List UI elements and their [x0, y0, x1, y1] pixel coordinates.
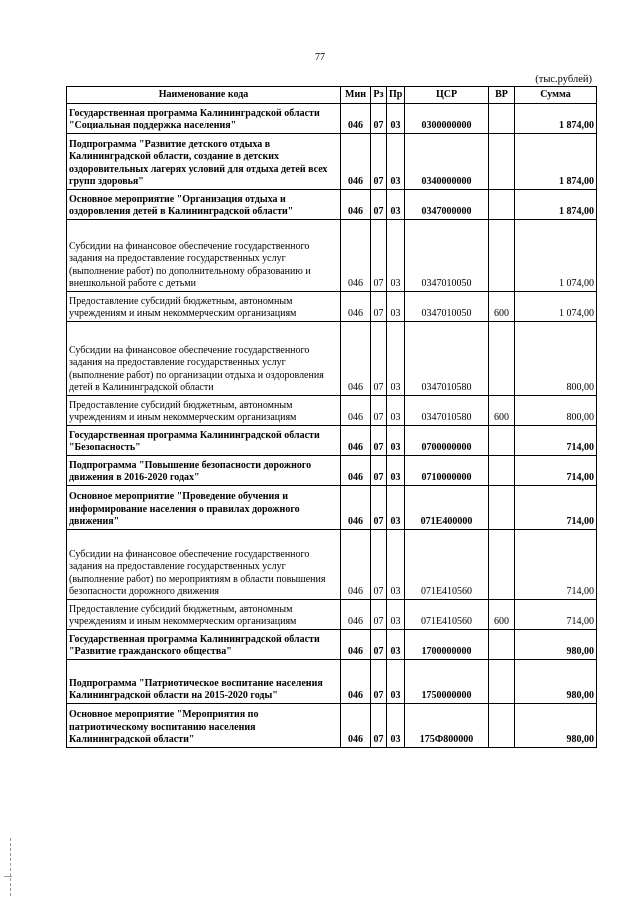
row-rz-cell: 07 — [371, 530, 387, 600]
row-sum-cell: 714,00 — [515, 600, 597, 630]
row-csr-cell: 0700000000 — [405, 426, 489, 456]
table-row — [67, 292, 597, 322]
row-min-cell: 046 — [341, 190, 371, 220]
row-pr-cell: 03 — [387, 704, 405, 748]
row-name-cell: Государственная программа Калининградской области "Развитие гражданского общества" — [67, 630, 341, 660]
row-name-cell: Государственная программа Калининградской области "Безопасность" — [67, 426, 341, 456]
header-rz: Рз — [371, 87, 387, 104]
row-pr-cell: 03 — [387, 134, 405, 190]
header-min: Мин — [341, 87, 371, 104]
header-vr: ВР — [489, 87, 515, 104]
row-rz-cell: 07 — [371, 322, 387, 396]
row-pr-cell: 03 — [387, 220, 405, 292]
row-sum-cell: 1 074,00 — [515, 220, 597, 292]
table-row — [67, 396, 597, 426]
row-sum-cell: 714,00 — [515, 530, 597, 600]
header-csr: ЦСР — [405, 87, 489, 104]
row-name-cell: Основное мероприятие "Мероприятия по патриотическому воспитанию населения Калининградской области" — [67, 704, 341, 748]
row-pr-cell: 03 — [387, 396, 405, 426]
row-rz-cell: 07 — [371, 486, 387, 530]
table-body — [67, 104, 597, 748]
row-rz-cell: 07 — [371, 660, 387, 704]
row-sum-cell: 714,00 — [515, 456, 597, 486]
table-row — [67, 220, 597, 292]
row-csr-cell: 071E410560 — [405, 530, 489, 600]
row-min-cell: 046 — [341, 134, 371, 190]
header-sum: Сумма — [515, 87, 597, 104]
row-vr-cell — [489, 704, 515, 748]
row-min-cell: 046 — [341, 630, 371, 660]
row-vr-cell — [489, 456, 515, 486]
row-csr-cell: 1750000000 — [405, 660, 489, 704]
row-sum-cell: 800,00 — [515, 396, 597, 426]
row-vr-cell — [489, 630, 515, 660]
row-sum-cell: 980,00 — [515, 630, 597, 660]
table-header-row — [67, 87, 597, 104]
budget-table — [66, 86, 597, 748]
row-rz-cell: 07 — [371, 396, 387, 426]
row-sum-cell: 800,00 — [515, 322, 597, 396]
row-csr-cell: 175Ф800000 — [405, 704, 489, 748]
row-vr-cell: 600 — [489, 292, 515, 322]
row-sum-cell: 714,00 — [515, 426, 597, 456]
row-sum-cell: 980,00 — [515, 660, 597, 704]
header-pr: Пр — [387, 87, 405, 104]
row-vr-cell: 600 — [489, 396, 515, 426]
table-row — [67, 456, 597, 486]
units-label: (тыс.рублей) — [535, 74, 592, 85]
table-row — [67, 134, 597, 190]
row-sum-cell: 1 874,00 — [515, 190, 597, 220]
row-vr-cell — [489, 426, 515, 456]
row-min-cell: 046 — [341, 660, 371, 704]
row-min-cell: 046 — [341, 396, 371, 426]
row-csr-cell: 071E410560 — [405, 600, 489, 630]
row-rz-cell: 07 — [371, 456, 387, 486]
row-csr-cell: 0710000000 — [405, 456, 489, 486]
row-name-cell: Предоставление субсидий бюджетным, автономным учреждениям и иным некоммерческим организациям — [67, 396, 341, 426]
row-name-cell: Субсидии на финансовое обеспечение государственного задания на предоставление государственных услуг (выполнение работ) по дополнительному образованию и внешкольной работе с детьми — [67, 220, 341, 292]
table-row — [67, 426, 597, 456]
row-name-cell: Предоставление субсидий бюджетным, автономным учреждениям и иным некоммерческим организациям — [67, 600, 341, 630]
row-pr-cell: 03 — [387, 530, 405, 600]
row-sum-cell: 1 874,00 — [515, 134, 597, 190]
row-vr-cell — [489, 190, 515, 220]
row-csr-cell: 1700000000 — [405, 630, 489, 660]
row-min-cell: 046 — [341, 600, 371, 630]
table-row — [67, 630, 597, 660]
row-rz-cell: 07 — [371, 292, 387, 322]
row-sum-cell: 1 874,00 — [515, 104, 597, 134]
row-csr-cell: 0347010050 — [405, 220, 489, 292]
row-rz-cell: 07 — [371, 104, 387, 134]
margin-tick — [4, 876, 12, 877]
row-min-cell: 046 — [341, 426, 371, 456]
row-name-cell: Субсидии на финансовое обеспечение государственного задания на предоставление государственных услуг (выполнение работ) по организации отдыха и оздоровления детей в Калининградской области — [67, 322, 341, 396]
row-pr-cell: 03 — [387, 426, 405, 456]
row-min-cell: 046 — [341, 292, 371, 322]
row-name-cell: Предоставление субсидий бюджетным, автономным учреждениям и иным некоммерческим организациям — [67, 292, 341, 322]
table-row — [67, 530, 597, 600]
row-rz-cell: 07 — [371, 426, 387, 456]
row-rz-cell: 07 — [371, 704, 387, 748]
row-pr-cell: 03 — [387, 630, 405, 660]
table-row — [67, 660, 597, 704]
row-vr-cell — [489, 104, 515, 134]
row-name-cell: Подпрограмма "Развитие детского отдыха в Калининградской области, создание в детских оздоровительных лагерях условий для отдыха детей всех групп здоровья" — [67, 134, 341, 190]
row-min-cell: 046 — [341, 456, 371, 486]
row-pr-cell: 03 — [387, 660, 405, 704]
row-rz-cell: 07 — [371, 220, 387, 292]
row-vr-cell — [489, 134, 515, 190]
table-row — [67, 190, 597, 220]
row-rz-cell: 07 — [371, 600, 387, 630]
row-name-cell: Субсидии на финансовое обеспечение государственного задания на предоставление государственных услуг (выполнение работ) по мероприятиям в области повышения безопасности дорожного движения — [67, 530, 341, 600]
row-pr-cell: 03 — [387, 456, 405, 486]
table-row — [67, 600, 597, 630]
row-min-cell: 046 — [341, 704, 371, 748]
row-csr-cell: 0347010580 — [405, 396, 489, 426]
row-csr-cell: 0300000000 — [405, 104, 489, 134]
row-csr-cell: 0347000000 — [405, 190, 489, 220]
table-row — [67, 704, 597, 748]
row-pr-cell: 03 — [387, 322, 405, 396]
row-pr-cell: 03 — [387, 104, 405, 134]
header-name: Наименование кода — [67, 87, 341, 104]
table-row — [67, 486, 597, 530]
row-vr-cell — [489, 322, 515, 396]
table-row — [67, 322, 597, 396]
row-min-cell: 046 — [341, 486, 371, 530]
row-vr-cell — [489, 220, 515, 292]
row-name-cell: Подпрограмма "Повышение безопасности дорожного движения в 2016-2020 годах" — [67, 456, 341, 486]
row-sum-cell: 1 074,00 — [515, 292, 597, 322]
row-csr-cell: 071E400000 — [405, 486, 489, 530]
table-row — [67, 104, 597, 134]
row-pr-cell: 03 — [387, 600, 405, 630]
row-name-cell: Основное мероприятие "Проведение обучения и информирование населения о правилах дорожного движения" — [67, 486, 341, 530]
page-number: 77 — [315, 52, 325, 63]
row-name-cell: Государственная программа Калининградской области "Социальная поддержка населения" — [67, 104, 341, 134]
row-pr-cell: 03 — [387, 190, 405, 220]
row-csr-cell: 0340000000 — [405, 134, 489, 190]
row-name-cell: Основное мероприятие "Организация отдыха и оздоровления детей в Калининградской области" — [67, 190, 341, 220]
row-min-cell: 046 — [341, 322, 371, 396]
row-vr-cell: 600 — [489, 600, 515, 630]
row-min-cell: 046 — [341, 530, 371, 600]
row-sum-cell: 714,00 — [515, 486, 597, 530]
row-rz-cell: 07 — [371, 134, 387, 190]
row-min-cell: 046 — [341, 220, 371, 292]
margin-mark — [10, 838, 12, 896]
row-rz-cell: 07 — [371, 190, 387, 220]
row-vr-cell — [489, 660, 515, 704]
row-name-cell: Подпрограмма "Патриотическое воспитание населения Калининградской области на 2015-2020 годы" — [67, 660, 341, 704]
row-min-cell: 046 — [341, 104, 371, 134]
row-pr-cell: 03 — [387, 292, 405, 322]
row-vr-cell — [489, 530, 515, 600]
row-csr-cell: 0347010580 — [405, 322, 489, 396]
row-rz-cell: 07 — [371, 630, 387, 660]
row-sum-cell: 980,00 — [515, 704, 597, 748]
row-vr-cell — [489, 486, 515, 530]
row-pr-cell: 03 — [387, 486, 405, 530]
row-csr-cell: 0347010050 — [405, 292, 489, 322]
